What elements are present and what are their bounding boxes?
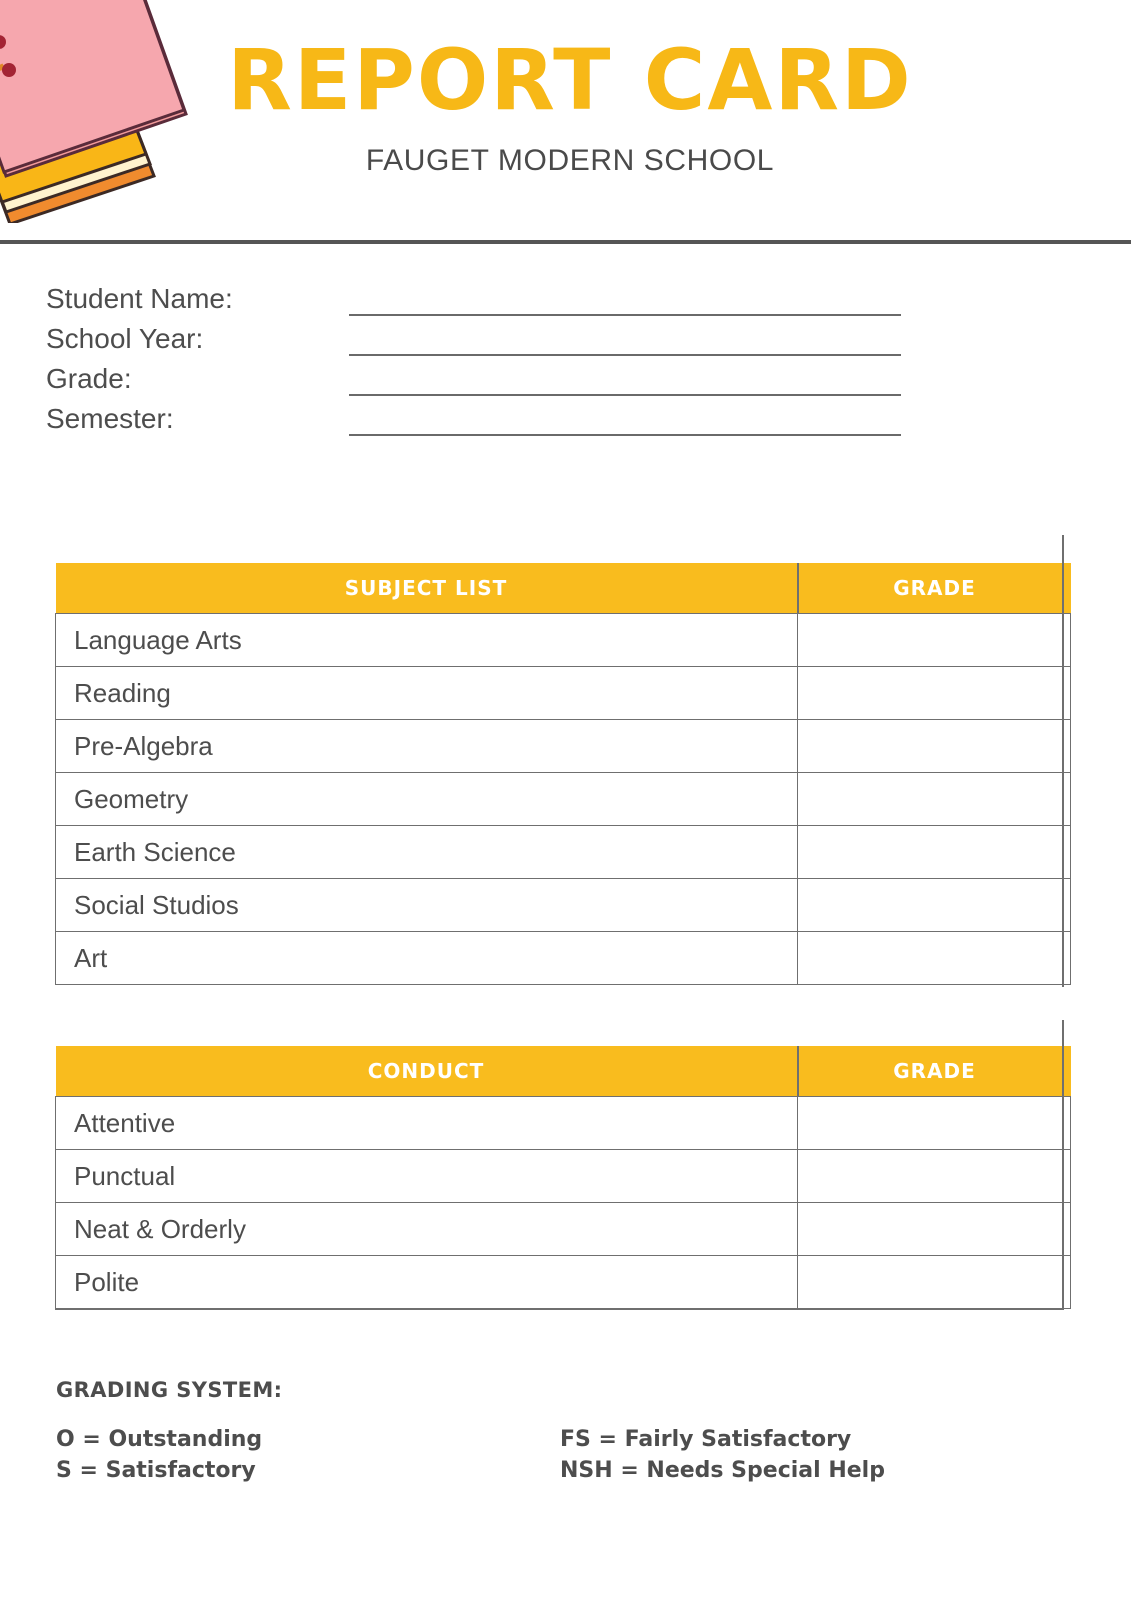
table-row	[56, 1097, 1071, 1150]
subject-cell: Language Arts	[56, 614, 798, 667]
grade-cell[interactable]	[798, 773, 1071, 826]
grading-left-column	[56, 1424, 262, 1486]
page-title: REPORT CARD	[227, 31, 913, 129]
semester-input[interactable]	[349, 434, 901, 436]
table-row	[56, 1256, 1071, 1309]
conduct-cell: Polite	[56, 1256, 798, 1309]
grading-system-section	[56, 1378, 1056, 1494]
conduct-table-bottom-accent	[55, 1308, 1062, 1310]
grade-cell[interactable]	[798, 826, 1071, 879]
table-row	[56, 932, 1071, 985]
grading-system-columns	[56, 1424, 1056, 1494]
subjects-table-header-row	[56, 563, 1071, 614]
grade-label: Grade:	[46, 363, 132, 394]
table-row	[56, 1203, 1071, 1256]
subject-cell: Geometry	[56, 773, 798, 826]
subjects-header-subject: SUBJECT LIST	[56, 563, 798, 614]
conduct-cell: Punctual	[56, 1150, 798, 1203]
table-row	[56, 1150, 1071, 1203]
student-name-label: Student Name:	[46, 283, 233, 314]
table-row	[56, 773, 1071, 826]
grade-cell[interactable]	[798, 720, 1071, 773]
student-name-row	[46, 283, 926, 323]
title-block	[190, 31, 950, 178]
semester-label: Semester:	[46, 403, 174, 434]
school-name: FAUGET MODERN SCHOOL	[365, 143, 775, 177]
school-year-label: School Year:	[46, 323, 204, 354]
grading-item-needs-special-help: NSH = Needs Special Help	[560, 1458, 885, 1484]
page-header	[0, 0, 1131, 243]
subject-cell: Pre-Algebra	[56, 720, 798, 773]
header-divider	[0, 240, 1131, 244]
school-year-row	[46, 323, 926, 363]
conduct-header-conduct: CONDUCT	[56, 1046, 798, 1097]
conduct-table-edge-accent	[1062, 1020, 1064, 1310]
grading-item-fairly-satisfactory: FS = Fairly Satisfactory	[560, 1427, 852, 1452]
grade-cell[interactable]	[798, 614, 1071, 667]
subjects-header-grade: GRADE	[798, 563, 1071, 614]
table-row	[56, 879, 1071, 932]
grade-cell[interactable]	[798, 1256, 1071, 1309]
conduct-table	[55, 1046, 1071, 1309]
grade-cell[interactable]	[798, 1150, 1071, 1203]
grade-cell[interactable]	[798, 1203, 1071, 1256]
semester-row	[46, 403, 926, 443]
school-year-input[interactable]	[349, 354, 901, 356]
conduct-header-grade: GRADE	[798, 1046, 1071, 1097]
subject-cell: Social Studios	[56, 879, 798, 932]
grade-cell[interactable]	[798, 667, 1071, 720]
subjects-table	[55, 563, 1071, 985]
table-row	[56, 720, 1071, 773]
grading-item-outstanding: O = Outstanding	[56, 1427, 263, 1452]
grade-input[interactable]	[349, 394, 901, 396]
grade-cell[interactable]	[798, 1097, 1071, 1150]
grade-cell[interactable]	[798, 932, 1071, 985]
conduct-table-header-row	[56, 1046, 1071, 1097]
grade-row	[46, 363, 926, 403]
grade-cell[interactable]	[798, 879, 1071, 932]
grading-item-satisfactory: S = Satisfactory	[56, 1458, 256, 1484]
student-name-input[interactable]	[349, 314, 901, 316]
grading-right-column	[560, 1424, 885, 1486]
conduct-cell: Attentive	[56, 1097, 798, 1150]
table-row	[56, 667, 1071, 720]
subject-cell: Art	[56, 932, 798, 985]
subject-cell: Reading	[56, 667, 798, 720]
table-row	[56, 826, 1071, 879]
subjects-table-edge-accent	[1062, 535, 1064, 987]
student-info-section	[46, 283, 926, 443]
notebooks-illustration	[0, 0, 218, 223]
conduct-cell: Neat & Orderly	[56, 1203, 798, 1256]
subject-cell: Earth Science	[56, 826, 798, 879]
grading-system-title: GRADING SYSTEM:	[56, 1378, 283, 1402]
table-row	[56, 614, 1071, 667]
